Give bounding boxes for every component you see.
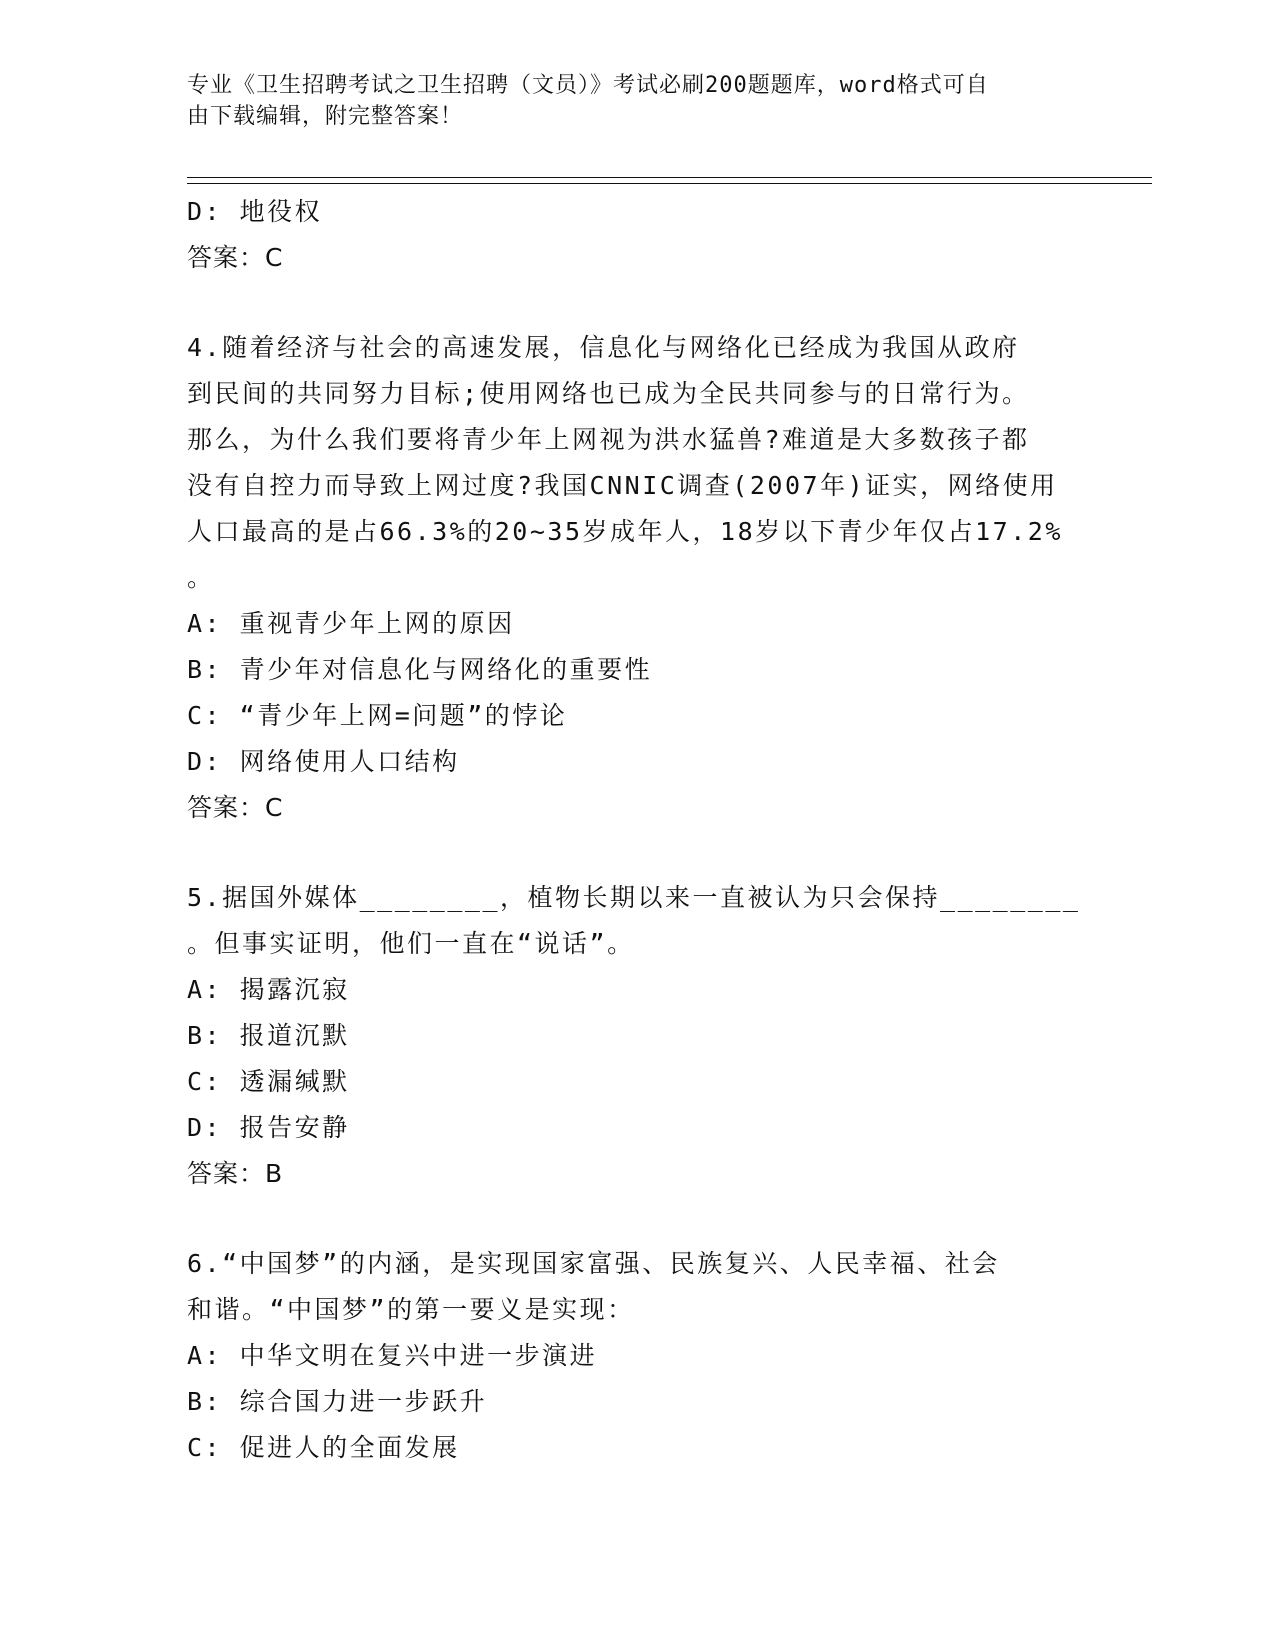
q5-stem-line: 。但事实证明，他们一直在“说话”。 [187, 929, 635, 958]
q4-stem-line: 人口最高的是占66.3%的20~35岁成年人，18岁以下青少年仅占17.2% [187, 517, 1063, 546]
header-line-1: 专业《卫生招聘考试之卫生招聘（文员）》考试必刷200题题库，word格式可自 [187, 73, 989, 98]
page-header [187, 70, 1067, 132]
q5-option-c: C: 透漏缄默 [187, 1067, 350, 1096]
q5-option-b: B: 报道沉默 [187, 1021, 350, 1050]
header-line-2: 由下载编辑，附完整答案！ [187, 104, 464, 129]
q5-option-a: A: 揭露沉寂 [187, 975, 350, 1004]
header-rule-top [187, 177, 1152, 178]
q6-option-b: B: 综合国力进一步跃升 [187, 1387, 488, 1416]
q5-stem-line: 5.据国外媒体________，植物长期以来一直被认为只会保持________ [187, 883, 1081, 912]
q4-option-a: A: 重视青少年上网的原因 [187, 609, 515, 638]
q4-option-d: D: 网络使用人口结构 [187, 747, 460, 776]
q4-option-c: C: “青少年上网=问题”的悖论 [187, 701, 568, 730]
q4-stem-line: 到民间的共同努力目标;使用网络也已成为全民共同参与的日常行为。 [187, 379, 1030, 408]
q3-answer: 答案：C [187, 243, 284, 272]
q5-answer: 答案：B [187, 1159, 284, 1188]
q6-stem-line: 6.“中国梦”的内涵，是实现国家富强、民族复兴、人民幸福、社会 [187, 1249, 1000, 1278]
q6-option-c: C: 促进人的全面发展 [187, 1433, 460, 1462]
q4-stem-line: 。 [187, 563, 215, 592]
question-5 [187, 875, 1087, 1197]
q6-stem-line: 和谐。“中国梦”的第一要义是实现： [187, 1295, 635, 1324]
q5-option-d: D: 报告安静 [187, 1113, 350, 1142]
q4-stem-line: 没有自控力而导致上网过度?我国CNNIC调查(2007年)证实，网络使用 [187, 471, 1058, 500]
q3-option-d: D: 地役权 [187, 197, 323, 226]
q4-stem-line: 4.随着经济与社会的高速发展，信息化与网络化已经成为我国从政府 [187, 333, 1020, 362]
question-6 [187, 1241, 1087, 1471]
q4-option-b: B: 青少年对信息化与网络化的重要性 [187, 655, 653, 684]
q4-stem-line: 那么，为什么我们要将青少年上网视为洪水猛兽?难道是大多数孩子都 [187, 425, 1030, 454]
q4-answer: 答案：C [187, 793, 284, 822]
header-rule-bottom [187, 183, 1152, 184]
question-content [187, 189, 1087, 1471]
q6-option-a: A: 中华文明在复兴中进一步演进 [187, 1341, 598, 1370]
question-4 [187, 325, 1087, 831]
